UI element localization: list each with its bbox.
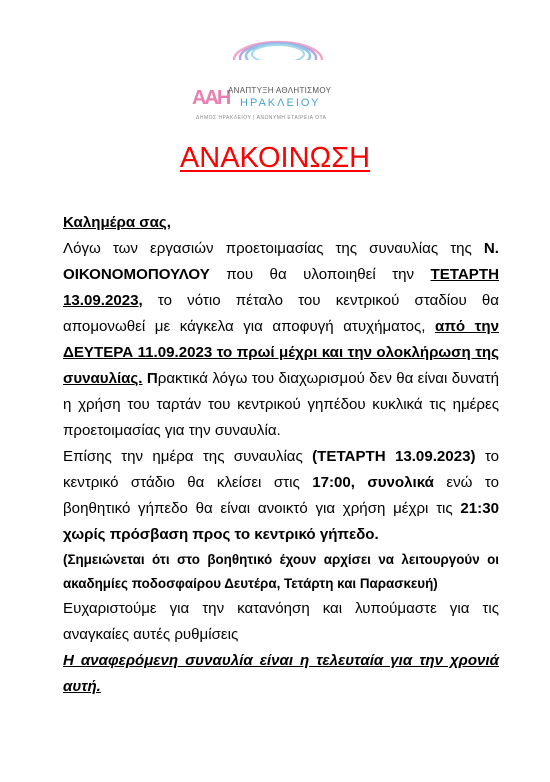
text-segment: ενώ το βοηθητικό γήπεδο θα είναι ανοικτό για χρήση μέχρι τις — [63, 474, 500, 517]
greeting: Καλημέρα σας, — [63, 214, 171, 231]
closing-statement: Η αναφερόμενη συναυλία είναι η τελευταία για την χρονιά αυτή. — [63, 652, 499, 695]
text-segment: το κεντρικό στάδιο θα κλείσει στις — [63, 448, 500, 491]
logo-mark: ΑΑΗ — [192, 87, 230, 109]
logo-subtitle: ΔΗΜΟΣ ΗΡΑΚΛΕΙΟΥ | ΑΝΩΝΥΜΗ ΕΤΑΙΡΕΙΑ ΟΤΑ — [196, 115, 327, 121]
stadium-logo-icon — [228, 28, 328, 83]
text-segment: Επίσης την ημέρα της συναυλίας — [63, 448, 313, 465]
logo-name-line1: ΑΝΑΠΤΥΞΗ ΑΘΛΗΤΙΣΜΟΥ — [228, 86, 332, 95]
text-segment: το νότιο πέταλο του κεντρικού σταδίου θα απομονωθεί με κάγκελα για αποφυγή ατυχήματος, — [63, 292, 499, 335]
text-segment: που θα υλοποιηθεί την — [209, 266, 431, 283]
logo-name-line2: ΗΡΑΚΛΕΙΟΥ — [240, 97, 321, 109]
text-segment: Λόγω των εργασιών προετοιμασίας της συναυλίας της — [63, 240, 484, 257]
closure-period: από την ΔΕΥΤΕΡΑ 11.09.2023 το πρωί μέχρι και την ολοκλήρωση της συναυλίας. — [63, 318, 499, 387]
announcement-title: ΑΝΑΚΟΙΝΩΣΗ — [179, 142, 371, 174]
thanks-paragraph: Ευχαριστούμε για την κατανόηση και λυπούμαστε για τις αναγκαίες αυτές ρυθμίσεις — [63, 600, 499, 643]
concert-day-date: (ΤΕΤΑΡΤΗ 13.09.2023) — [312, 448, 476, 465]
note-paragraph: (Σημειώνεται ότι στο βοηθητικό έχουν αρχίσει να λειτουργούν οι ακαδημίες ποδοσφαίρου Δευτέρα, Τετάρτη και Παρασκευή) — [63, 552, 499, 591]
closing-time: 17:00, συνολικά — [312, 474, 434, 491]
text-segment: ρακτικά λόγω του διαχωρισμού δεν θα είναι δυνατή η χρήση του ταρτάν του κεντρικού γηπέδου κυκλικά τις ημέρες προετοιμασίας για την συναυλία. — [63, 370, 499, 439]
paragraph-concert-day — [63, 444, 499, 548]
singer-name: Ν. ΟΙΚΟΝΟΜΟΠΟΥΛΟΥ — [63, 240, 499, 283]
auxiliary-time: 21:30 χωρίς πρόσβαση προς το κεντρικό γήπεδο. — [63, 500, 499, 543]
concert-date: ΤΕΤΑΡΤΗ 13.09.2023, — [63, 266, 499, 309]
organization-logo — [190, 28, 360, 121]
text-segment-bold: Π — [142, 370, 158, 387]
announcement-body — [63, 210, 499, 700]
paragraph-main — [63, 236, 499, 444]
